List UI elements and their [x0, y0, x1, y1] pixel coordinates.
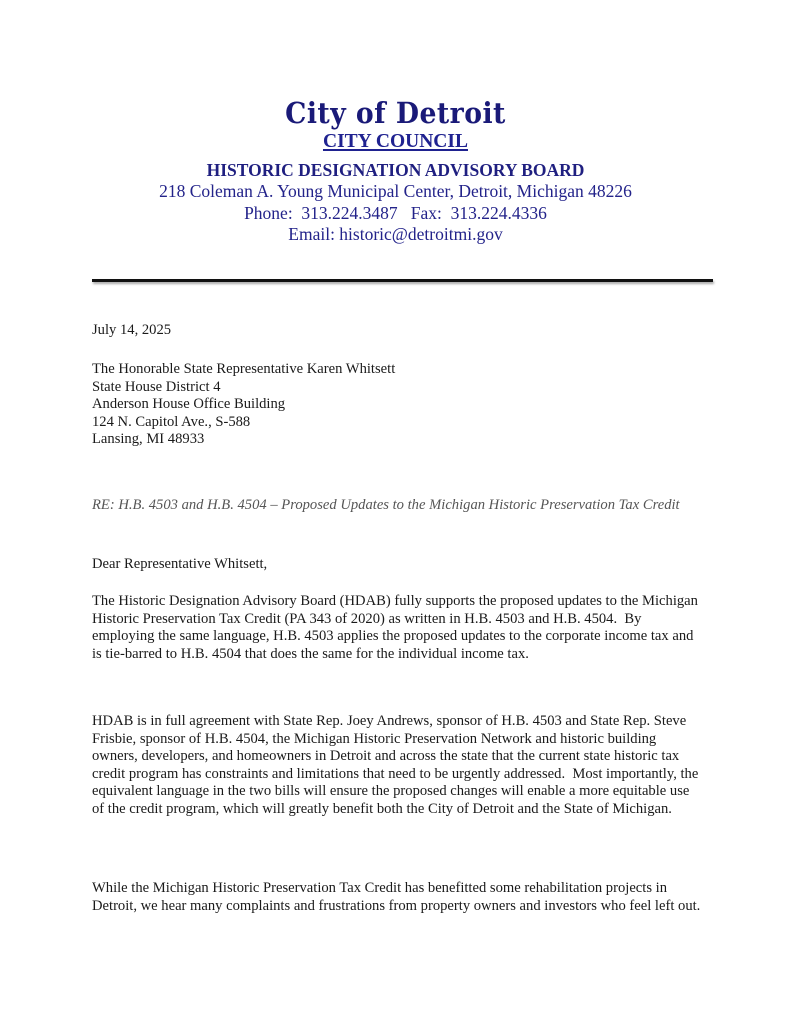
letterhead — [0, 96, 791, 246]
salutation: Dear Representative Whitsett, — [92, 556, 268, 572]
board-title: HISTORIC DESIGNATION ADVISORY BOARD — [206, 160, 585, 180]
letterhead-divider — [92, 279, 713, 282]
paragraph-text: HDAB is in full agreement with State Rep. Joey Andrews, sponsor of H.B. 4503 and State Rep. Steve Frisbie, sponsor of H.B. 4504, the Michigan Historic Preservation Network and historic building owners, developers, and homeowners in Detroit and across the state that the current state historic tax credit program has constraints and limitations that need to be urgently addressed. Most importantly, the equivalent language in the two bills will ensure the proposed changes will enable a more equitable use of the credit program, which will greatly benefit both the City of Detroit and the State of Michigan. — [92, 713, 702, 817]
paragraph-text: While the Michigan Historic Preservation Tax Credit has benefitted some rehabilitation projects in Detroit, we hear many complaints and frustrations from property owners and investors who feel left out. — [92, 880, 701, 914]
subject-line: RE: H.B. 4503 and H.B. 4504 – Proposed Updates to the Michigan Historic Preservation Tax Credit — [92, 497, 680, 513]
paragraph-3 — [92, 880, 702, 915]
paragraph-1 — [92, 593, 702, 663]
phone-fax: Phone: 313.224.3487 Fax: 313.224.4336 — [244, 202, 547, 223]
paragraph-2 — [92, 713, 702, 819]
recipient-address — [92, 361, 702, 449]
recipient-line: Lansing, MI 48933 — [92, 431, 205, 448]
paragraph-text: The Historic Designation Advisory Board (HDAB) fully supports the proposed updates to the Michigan Historic Preservation Tax Credit (PA 343 of 2020) as written in H.B. 4503 and H.B. 4504. By employing the same language, H.B. 4503 applies the proposed updates to the corporate income tax and is tie-barred to H.B. 4504 that does the same for the individual income tax. — [92, 593, 702, 662]
letter-date: July 14, 2025 — [92, 322, 172, 338]
email-address: Email: historic@detroitmi.gov — [288, 224, 503, 244]
recipient-line: The Honorable State Representative Karen Whitsett — [92, 361, 396, 377]
recipient-line: Anderson House Office Building — [92, 396, 286, 413]
recipient-line: State House District 4 — [92, 378, 221, 395]
office-address: 218 Coleman A. Young Municipal Center, Detroit, Michigan 48226 — [159, 181, 632, 201]
recipient-line: 124 N. Capitol Ave., S-588 — [92, 413, 251, 430]
council-title: CITY COUNCIL — [322, 131, 468, 152]
city-title: City of Detroit — [285, 96, 506, 130]
